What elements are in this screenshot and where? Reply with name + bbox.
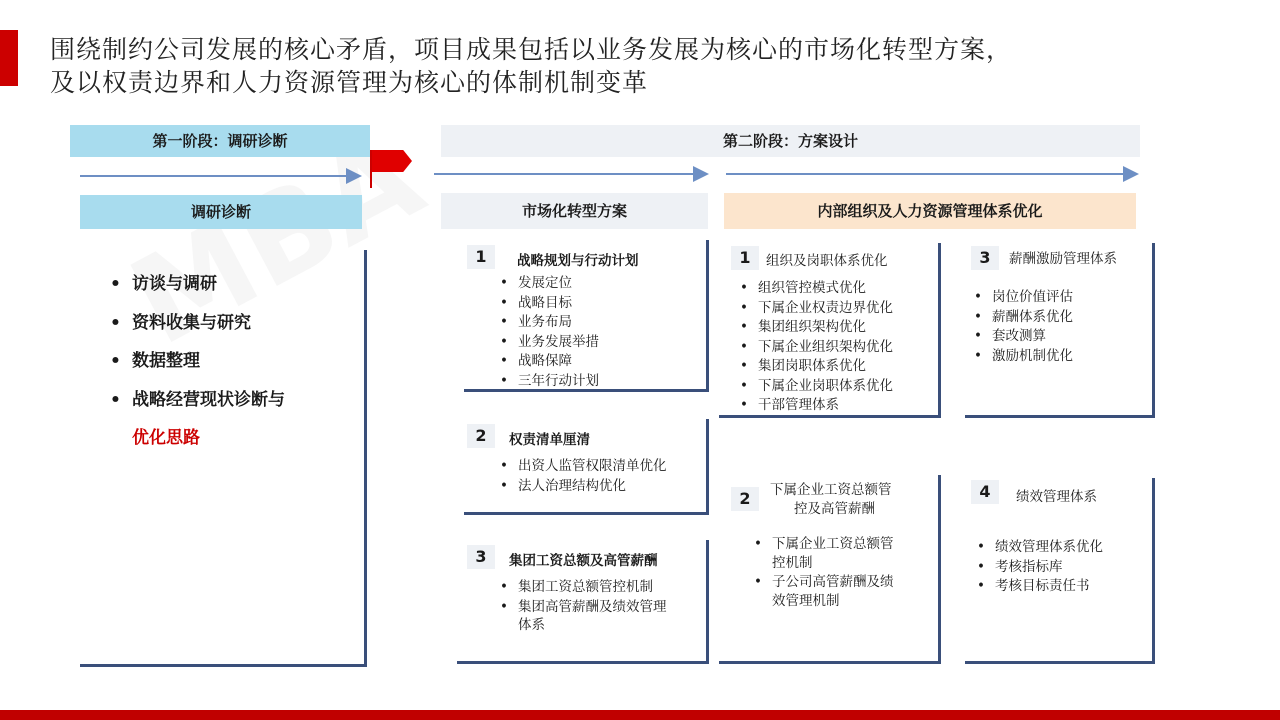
list-item: • 三年行动计划	[500, 372, 705, 392]
research-list	[110, 265, 360, 419]
card-number-badge: 1	[467, 245, 495, 269]
list-item: • 下属企业组织架构优化	[740, 338, 940, 358]
card-number-badge: 2	[731, 487, 759, 511]
list-item-continuation: 效管理机制	[772, 593, 840, 609]
list-item: • 资料收集与研究	[110, 304, 360, 343]
internal-card-2-list	[754, 535, 934, 555]
list-item: • 干部管理体系	[740, 396, 940, 416]
market-card-3-list	[500, 578, 705, 617]
internal-card-3-list	[974, 288, 1149, 366]
list-item: • 下属企业工资总额管	[754, 535, 934, 555]
card-title: 薪酬激励管理体系	[1009, 251, 1117, 267]
research-highlight: 优化思路	[132, 428, 200, 448]
list-item: • 岗位价值评估	[974, 288, 1149, 308]
market-card-1-list	[500, 274, 705, 391]
list-item: • 业务布局	[500, 313, 705, 333]
card-title: 集团工资总额及高管薪酬	[509, 553, 658, 569]
list-item: • 战略保障	[500, 352, 705, 372]
list-item: • 套改测算	[974, 327, 1149, 347]
page-title-line-1: 围绕制约公司发展的核心矛盾，项目成果包括以业务发展为核心的市场化转型方案，	[50, 35, 1013, 64]
list-item: • 访谈与调研	[110, 265, 360, 304]
internal-card-1-list	[740, 279, 940, 416]
internal-card-4-list	[977, 538, 1152, 597]
list-item: • 业务发展举措	[500, 333, 705, 353]
list-item: • 考核目标责任书	[977, 577, 1152, 597]
stage-2-banner: 第二阶段：方案设计	[441, 125, 1140, 157]
internal-header: 内部组织及人力资源管理体系优化	[724, 193, 1136, 229]
list-item: • 绩效管理体系优化	[977, 538, 1152, 558]
list-item: • 集团高管薪酬及绩效管理	[500, 598, 705, 618]
card-title: 组织及岗职体系优化	[766, 253, 888, 269]
market-card-2-list	[500, 457, 705, 496]
list-item: • 薪酬体系优化	[974, 308, 1149, 328]
list-item: • 集团工资总额管控机制	[500, 578, 705, 598]
card-title: 战略规划与行动计划	[517, 253, 639, 269]
list-item-continuation: 控机制	[772, 555, 813, 571]
list-item: • 下属企业权责边界优化	[740, 299, 940, 319]
internal-card-2-list-b	[754, 573, 934, 593]
market-header: 市场化转型方案	[441, 193, 708, 229]
card-number-badge: 4	[971, 480, 999, 504]
card-title-line-2: 控及高管薪酬	[794, 501, 875, 517]
card-number-badge: 2	[467, 424, 495, 448]
list-item: • 战略经营现状诊断与	[110, 381, 360, 420]
page-title-line-2: 及以权责边界和人力资源管理为核心的体制机制变革	[50, 68, 649, 97]
card-number-badge: 3	[971, 246, 999, 270]
list-item: • 组织管控模式优化	[740, 279, 940, 299]
list-item: • 集团组织架构优化	[740, 318, 940, 338]
list-item: • 子公司高管薪酬及绩	[754, 573, 934, 593]
bottom-bar	[0, 710, 1280, 720]
list-item-continuation: 体系	[518, 617, 545, 633]
research-header: 调研诊断	[80, 195, 362, 229]
list-item: • 出资人监管权限清单优化	[500, 457, 705, 477]
list-item: • 集团岗职体系优化	[740, 357, 940, 377]
card-number-badge: 3	[467, 545, 495, 569]
card-title: 绩效管理体系	[1016, 489, 1097, 505]
card-number-badge: 1	[731, 246, 759, 270]
list-item: • 激励机制优化	[974, 347, 1149, 367]
list-item: • 法人治理结构优化	[500, 477, 705, 497]
list-item: • 下属企业岗职体系优化	[740, 377, 940, 397]
stage-1-banner: 第一阶段：调研诊断	[70, 125, 370, 157]
card-title: 下属企业工资总额管	[770, 482, 892, 498]
list-item: • 战略目标	[500, 294, 705, 314]
list-item: • 数据整理	[110, 342, 360, 381]
list-item: • 考核指标库	[977, 558, 1152, 578]
list-item: • 发展定位	[500, 274, 705, 294]
card-title: 权责清单厘清	[509, 432, 590, 448]
